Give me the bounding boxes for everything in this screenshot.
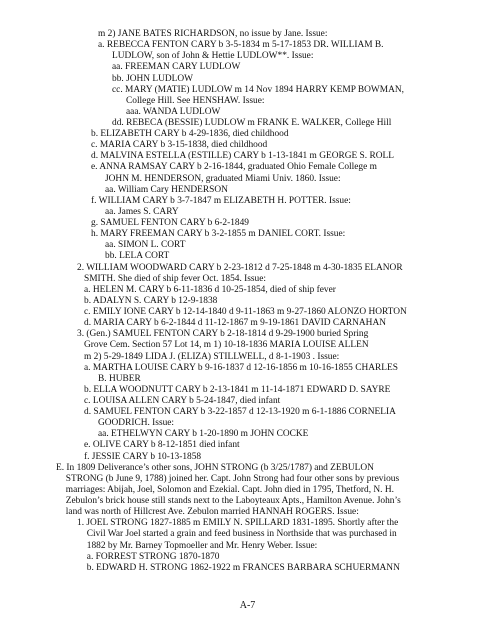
text-line: c. LOUISA ALLEN CARY b 5-24-1847, died infant — [84, 396, 281, 406]
text-line: Grove Cem. Section 57 Lot 14, m 1) 10-18-1836 MARIA LOUISE ALLEN — [84, 340, 369, 351]
text-line: 3. (Gen.) SAMUEL FENTON CARY b 2-18-1814 d 9-29-1900 buried Spring — [77, 329, 369, 340]
text-line: aa. FREEMAN CARY LUDLOW — [112, 62, 241, 73]
text-line: d. SAMUEL FENTON CARY b 3-22-1857 d 12-13-1920 m 6-1-1886 CORNELIA — [84, 407, 396, 418]
text-line: SMITH. She died of ship fever Oct. 1854. Issue: — [84, 273, 267, 284]
text-line: 1882 by Mr. Barney Topmoeller and Mr. Henry Weber. Issue: — [86, 540, 318, 551]
text-line: STRONG (b June 9, 1788) joined her. Capt. John Strong had four other sons by previous — [65, 473, 400, 484]
text-line: Zebulon’s brick house still stands next to the Laboyteaux Apts., Hamilton Avenue. John’s — [65, 496, 401, 506]
text-line: b. EDWARD H. STRONG 1862-1922 m FRANCES BARBARA SCHUERMANN — [86, 562, 400, 573]
text-line: bb. JOHN LUDLOW — [112, 73, 193, 84]
text-line: B. HUBER — [98, 373, 141, 384]
text-line: b. ELLA WOODNUTT CARY b 2-13-1841 m 11-14-1871 EDWARD D. SAYRE — [84, 384, 391, 395]
text-line: aa. ETHELWYN CARY b 1-20-1890 m JOHN COCKE — [98, 429, 309, 440]
text-line: f. JESSIE CARY b 10-13-1858 — [84, 451, 202, 462]
text-line: LUDLOW, son of John & Hettie LUDLOW**. Issue: — [112, 51, 314, 62]
text-line: a. MARTHA LOUISE CARY b 9-16-1837 d 12-16-1856 m 10-16-1855 CHARLES — [84, 362, 398, 373]
text-line: m 2) 5-29-1849 LIDA J. (ELIZA) STILLWELL, d 8-1-1903 . Issue: — [84, 351, 340, 362]
text-line: d. MARIA CARY b 6-2-1844 d 11-12-1867 m 9-19-1861 DAVID CARNAHAN — [84, 318, 386, 329]
text-line: aaa. WANDA LUDLOW — [126, 106, 221, 117]
text-line: aa. William Cary HENDERSON — [105, 184, 228, 195]
text-line: a. HELEN M. CARY b 6-11-1836 d 10-25-1854, died of ship fever — [84, 284, 336, 295]
text-line: GOODRICH. Issue: — [98, 418, 175, 429]
text-line: m 2) JANE BATES RICHARDSON, no issue by Jane. Issue: — [98, 29, 328, 39]
text-line: g. SAMUEL FENTON CARY b 6-2-1849 — [91, 218, 249, 228]
text-line: c. MARIA CARY b 3-15-1838, died childhood — [91, 140, 268, 151]
text-line: a. FORREST STRONG 1870-1870 — [86, 551, 220, 562]
text-line: cc. MARY (MATIE) LUDLOW m 14 Nov 1894 HARRY KEMP BOWMAN, — [112, 84, 404, 95]
text-line: JOHN M. HENDERSON, graduated Miami Univ. 1860. Issue: — [105, 173, 341, 184]
text-line: bb. LELA CORT — [105, 251, 170, 262]
text-line: h. MARY FREEMAN CARY b 3-2-1855 m DANIEL CORT. Issue: — [91, 229, 346, 240]
text-line: c. EMILY IONE CARY b 12-14-1840 d 9-11-1863 m 9-27-1860 ALONZO HORTON — [84, 307, 407, 317]
text-line: b. ADALYN S. CARY b 12-9-1838 — [84, 295, 218, 306]
text-line: aa. James S. CARY — [105, 206, 179, 217]
text-line: dd. REBECA (BESSIE) LUDLOW m FRANK E. WALKER, College Hill — [112, 118, 392, 128]
text-line: College Hill. See HENSHAW. Issue: — [126, 95, 265, 106]
text-line: Civil War Joel started a grain and feed business in Northside that was purchased in — [86, 529, 397, 540]
page-number: A-7 — [239, 600, 256, 611]
text-line: d. MALVINA ESTELLA (ESTILLE) CARY b 1-13-1841 m GEORGE S. ROLL — [91, 151, 394, 162]
text-line: E. In 1809 Deliverance’s other sons, JOHN STRONG (b 3/25/1787) and ZEBULON — [56, 462, 374, 473]
text-line: a. REBECCA FENTON CARY b 3-5-1834 m 5-17-1853 DR. WILLIAM B. — [98, 40, 384, 51]
text-line: land was north of Hillcrest Ave. Zebulon married HANNAH ROGERS. Issue: — [65, 507, 359, 518]
text-line: marriages: Abijah, Joel, Solomon and Ezekial. Capt. John died in 1795, Thetford, N. H. — [65, 484, 394, 495]
text-line: 2. WILLIAM WOODWARD CARY b 2-23-1812 d 7-25-1848 m 4-30-1835 ELANOR — [77, 262, 403, 273]
text-line: e. OLIVE CARY b 8-12-1851 died infant — [84, 440, 240, 451]
text-line: f. WILLIAM CARY b 3-7-1847 m ELIZABETH H. POTTER. Issue: — [91, 195, 351, 206]
text-line: b. ELIZABETH CARY b 4-29-1836, died childhood — [91, 129, 289, 140]
text-line: e. ANNA RAMSAY CARY b 2-16-1844, graduated Ohio Female College m — [91, 162, 377, 173]
text-line: 1. JOEL STRONG 1827-1885 m EMILY N. SPILLARD 1831-1895. Shortly after the — [77, 518, 399, 529]
text-line: aa. SIMON L. CORT — [105, 240, 186, 251]
